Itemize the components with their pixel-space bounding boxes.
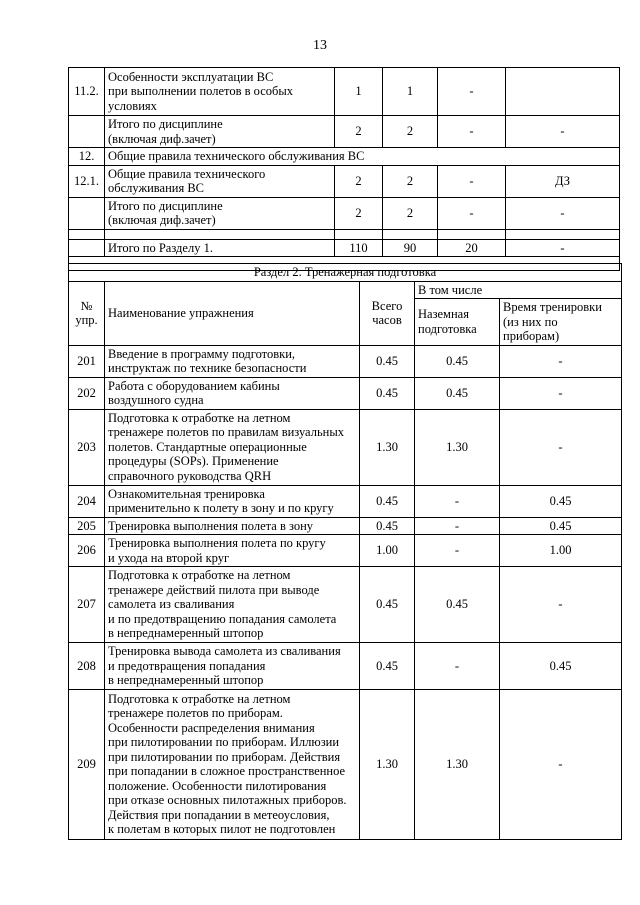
row-name: Итого по дисциплине (включая диф.зачет) bbox=[105, 116, 335, 148]
row-name: Итого по дисциплине (включая диф.зачет) bbox=[105, 197, 335, 229]
row-number: 209 bbox=[69, 689, 105, 839]
row-number: 204 bbox=[69, 485, 105, 517]
row-total: 2 bbox=[335, 165, 383, 197]
row-name: Общие правила технического обслуживания ВС bbox=[105, 148, 620, 166]
row-name: Введение в программу подготовки, инструктаж по технике безопасности bbox=[105, 345, 360, 377]
row-ground2: - bbox=[438, 116, 506, 148]
row-ground: 1.30 bbox=[415, 409, 500, 485]
section-title-row bbox=[69, 264, 622, 282]
row-total: 1 bbox=[335, 68, 383, 116]
row-instrument: - bbox=[500, 567, 622, 643]
row-number: 207 bbox=[69, 567, 105, 643]
header-instrument: Время тренировки (из них по приборам) bbox=[500, 299, 622, 346]
row-name: Особенности эксплуатации ВС при выполнении полетов в особых условиях bbox=[105, 68, 335, 116]
section1-table bbox=[68, 67, 620, 271]
row-ground: - bbox=[415, 643, 500, 690]
row-number: 11.2. bbox=[69, 68, 105, 116]
row-name: Тренировка вывода самолета из сваливания и предотвращения попадания в непреднамеренный штопор bbox=[105, 643, 360, 690]
row-extra bbox=[506, 68, 620, 116]
row-ground: 2 bbox=[383, 197, 438, 229]
table-row bbox=[69, 689, 622, 839]
row-instrument: 0.45 bbox=[500, 485, 622, 517]
row-ground: 0.45 bbox=[415, 567, 500, 643]
row-number bbox=[69, 197, 105, 229]
row-name: Ознакомительная тренировка применительно к полету в зону и по кругу bbox=[105, 485, 360, 517]
row-ground: - bbox=[415, 485, 500, 517]
row-total: 1.30 bbox=[360, 689, 415, 839]
row-number: 202 bbox=[69, 377, 105, 409]
header-ground: Наземная подготовка bbox=[415, 299, 500, 346]
table-row bbox=[69, 485, 622, 517]
row-total: 1.00 bbox=[360, 535, 415, 567]
row-ground2: - bbox=[438, 68, 506, 116]
table-row bbox=[69, 517, 622, 535]
row-number: 206 bbox=[69, 535, 105, 567]
row-number: 201 bbox=[69, 345, 105, 377]
row-extra: - bbox=[506, 197, 620, 229]
row-instrument: 1.00 bbox=[500, 535, 622, 567]
row-instrument: - bbox=[500, 377, 622, 409]
header-including: В том числе bbox=[415, 281, 622, 299]
row-total: 0.45 bbox=[360, 567, 415, 643]
row-number bbox=[69, 116, 105, 148]
row-name: Подготовка к отработке на летном тренажере действий пилота при выводе самолета из сваливания и по предотвращению попадания самолета в непреднамеренный штопор bbox=[105, 567, 360, 643]
row-number: 203 bbox=[69, 409, 105, 485]
row-ground: 0.45 bbox=[415, 345, 500, 377]
table-row bbox=[69, 345, 622, 377]
row-ground2: - bbox=[438, 165, 506, 197]
header-name: Наименование упражнения bbox=[105, 281, 360, 345]
row-name: Подготовка к отработке на летном тренажере полетов по правилам визуальных полетов. Стандартные операционные процедуры (SOPs). Применение справочного руководства QRH bbox=[105, 409, 360, 485]
section2-table bbox=[68, 263, 622, 840]
row-name: Работа с оборудованием кабины воздушного судна bbox=[105, 377, 360, 409]
row-name: Тренировка выполнения полета по кругу и ухода на второй круг bbox=[105, 535, 360, 567]
row-instrument: 0.45 bbox=[500, 517, 622, 535]
row-ground: - bbox=[415, 535, 500, 567]
table-row bbox=[69, 643, 622, 690]
table-row bbox=[69, 239, 620, 257]
row-extra: - bbox=[506, 239, 620, 257]
row-total: 0.45 bbox=[360, 345, 415, 377]
row-number: 12. bbox=[69, 148, 105, 166]
header-row bbox=[69, 281, 622, 299]
row-name: Итого по Разделу 1. bbox=[105, 239, 335, 257]
table-row bbox=[69, 165, 620, 197]
table-row bbox=[69, 116, 620, 148]
row-ground2: 20 bbox=[438, 239, 506, 257]
row-name: Подготовка к отработке на летном тренажере полетов по приборам. Особенности распределения внимания при пилотировании по приборам. Иллюзии при пилотировании по приборам. Действия при попадании в сложное пространственное положение. Особенности пилотирования при отказе основных пилотажных приборов. Действия при попадании в метеоусловия, к полетам в которых пилот не подготовлен bbox=[105, 689, 360, 839]
row-extra: ДЗ bbox=[506, 165, 620, 197]
row-total: 110 bbox=[335, 239, 383, 257]
row-total: 0.45 bbox=[360, 485, 415, 517]
table-row bbox=[69, 535, 622, 567]
table-row bbox=[69, 68, 620, 116]
table-row-empty bbox=[69, 229, 620, 239]
row-instrument: 0.45 bbox=[500, 643, 622, 690]
row-ground: 2 bbox=[383, 116, 438, 148]
row-number bbox=[69, 239, 105, 257]
table-row bbox=[69, 148, 620, 166]
row-extra: - bbox=[506, 116, 620, 148]
row-instrument: - bbox=[500, 689, 622, 839]
row-instrument: - bbox=[500, 409, 622, 485]
row-ground: - bbox=[415, 517, 500, 535]
row-ground: 2 bbox=[383, 165, 438, 197]
row-total: 1.30 bbox=[360, 409, 415, 485]
table-row bbox=[69, 197, 620, 229]
table-row bbox=[69, 409, 622, 485]
row-ground: 90 bbox=[383, 239, 438, 257]
row-ground: 0.45 bbox=[415, 377, 500, 409]
row-name: Общие правила технического обслуживания ВС bbox=[105, 165, 335, 197]
row-number: 208 bbox=[69, 643, 105, 690]
row-number: 12.1. bbox=[69, 165, 105, 197]
section-title: Раздел 2. Тренажерная подготовка bbox=[69, 264, 622, 282]
row-ground: 1 bbox=[383, 68, 438, 116]
row-ground2: - bbox=[438, 197, 506, 229]
row-instrument: - bbox=[500, 345, 622, 377]
header-total: Всего часов bbox=[360, 281, 415, 345]
row-total: 0.45 bbox=[360, 377, 415, 409]
row-ground: 1.30 bbox=[415, 689, 500, 839]
row-number: 205 bbox=[69, 517, 105, 535]
table-row bbox=[69, 567, 622, 643]
row-total: 2 bbox=[335, 197, 383, 229]
row-total: 2 bbox=[335, 116, 383, 148]
header-num: № упр. bbox=[69, 281, 105, 345]
page-number: 13 bbox=[313, 38, 327, 53]
row-name: Тренировка выполнения полета в зону bbox=[105, 517, 360, 535]
table-row bbox=[69, 377, 622, 409]
row-total: 0.45 bbox=[360, 517, 415, 535]
row-total: 0.45 bbox=[360, 643, 415, 690]
